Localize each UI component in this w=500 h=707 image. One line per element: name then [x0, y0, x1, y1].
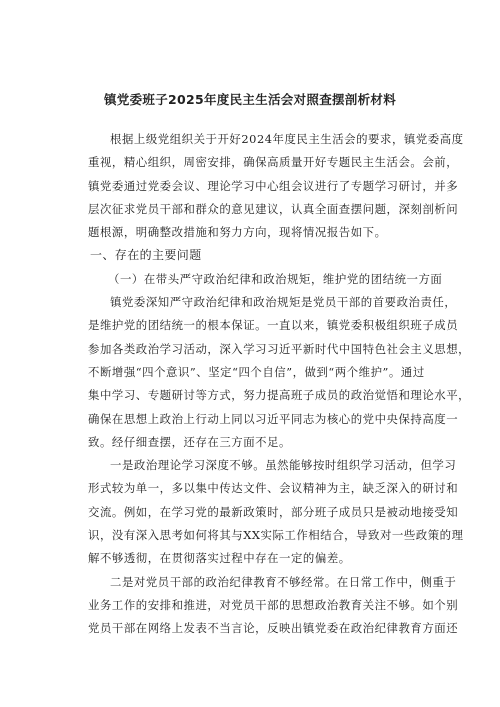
- paragraph-line: 致。经仔细查摆，还存在三方面不足。: [88, 434, 291, 449]
- paragraph-line: 形式较为单一，多以集中传达文件、会议精神为主，缺乏深入的研讨和: [88, 481, 459, 496]
- paragraph-line: 确保在思想上政治上行动上同以习近平同志为核心的党中央保持高度一: [88, 411, 459, 426]
- paragraph-line: 镇党委深知严守政治纪律和政治规矩是党员干部的首要政治责任，: [110, 295, 457, 310]
- paragraph-line: 重视，精心组织，周密安排，确保高质量开好专题民主生活会。会前，: [88, 155, 459, 170]
- paragraph-line: 根据上级党组织关于开好2024年度民主生活会的要求，镇党委高度: [110, 132, 464, 146]
- paragraph-line: 集中学习、专题研讨等方式，努力提高班子成员的政治觉悟和理论水平，: [88, 388, 471, 403]
- paragraph-line: 是维护党的团结统一的根本保证。一直以来，镇党委积极组织班子成员: [88, 318, 459, 333]
- paragraph-line: 层次征求党员干部和群众的意见建议，认真全面查摆问题，深刻剖析问: [88, 201, 459, 216]
- paragraph-line: 镇党委通过党委会议、理论学习中心组会议进行了专题学习研讨，并多: [88, 178, 459, 193]
- section-heading: 一、存在的主要问题: [90, 248, 202, 263]
- document-body: [88, 128, 471, 641]
- paragraph-line: 参加各类政治学习活动，深入学习习近平新时代中国特色社会主义思想，: [88, 341, 471, 356]
- paragraph-line: 不断增强“四个意识”、坚定“四个自信”，做到“两个维护”。通过: [88, 364, 425, 379]
- document-title: 镇党委班子2025年度民主生活会对照查摆剖析材料: [104, 92, 396, 107]
- paragraph-line: 党员干部在网络上发表不当言论，反映出镇党委在政治纪律教育方面还: [88, 621, 459, 636]
- paragraph-line: 二是对党员干部的政治纪律教育不够经常。在日常工作中，侧重于: [110, 574, 457, 589]
- subsection-heading: （一）在带头严守政治纪律和政治规矩，维护党的团结统一方面: [108, 271, 443, 286]
- paragraph-line: 识，没有深入思考如何将其与XX实际工作相结合，导致对一些政策的理: [88, 528, 464, 543]
- paragraph-line: 解不够透彻，在贯彻落实过程中存在一定的偏差。: [88, 551, 351, 566]
- paragraph-line: 业务工作的安排和推进，对党员干部的思想政治教育关注不够。如个别: [88, 597, 459, 612]
- paragraph-line: 题根源，明确整改措施和努力方向，现将情况报告如下。: [88, 225, 387, 240]
- paragraph-line: 一是政治理论学习深度不够。虽然能够按时组织学习活动，但学习: [110, 458, 457, 473]
- paragraph-line: 交流。例如，在学习党的最新政策时，部分班子成员只是被动地接受知: [88, 504, 459, 519]
